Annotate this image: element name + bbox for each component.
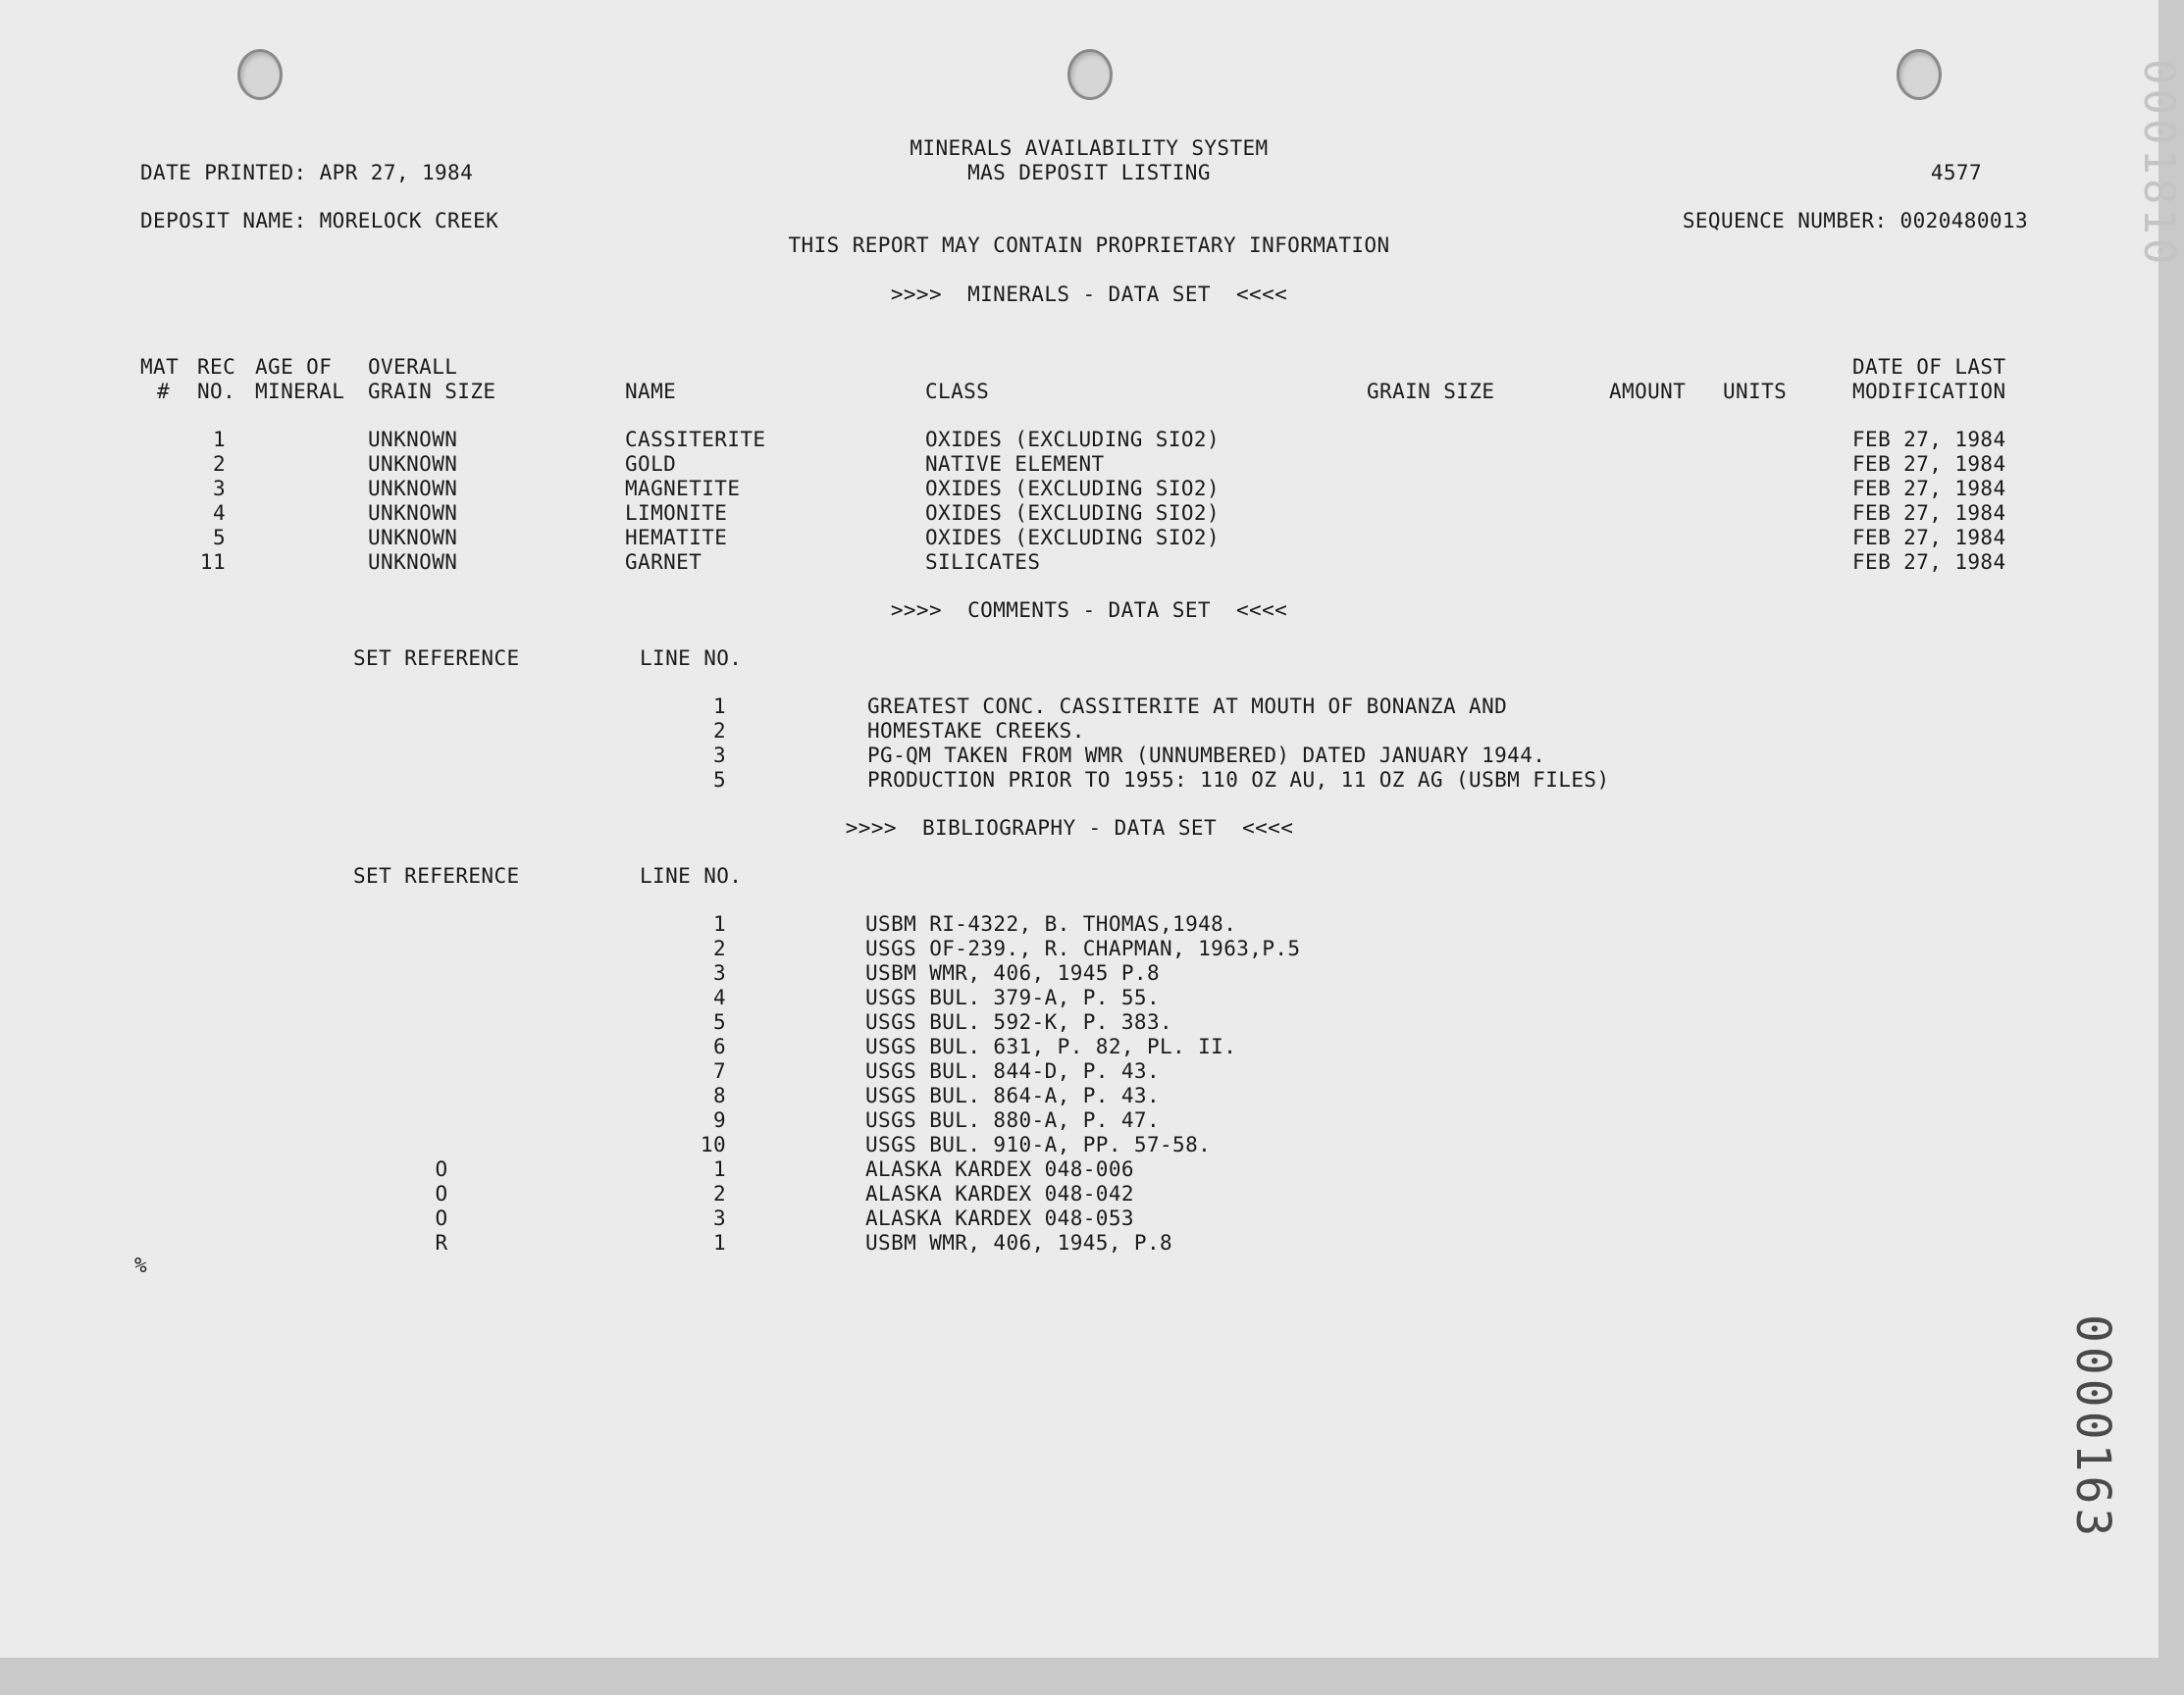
bibliography-header-set-reference: SET REFERENCE <box>353 864 520 888</box>
line-number: 1 <box>712 1231 726 1255</box>
col-header-grain-size: GRAIN SIZE <box>1367 380 1495 403</box>
modification-date: FEB 27, 1984 <box>1852 550 2006 574</box>
col-header-rec: NO. <box>197 380 236 403</box>
modification-date: FEB 27, 1984 <box>1852 501 2006 525</box>
percent-mark: % <box>134 1254 148 1277</box>
line-number: 3 <box>712 744 726 767</box>
overall-grain-size: UNKNOWN <box>368 526 458 549</box>
col-header-date-modified: DATE OF LAST <box>1852 355 2006 379</box>
col-header-name: NAME <box>625 380 677 403</box>
bibliography-header-line-no: LINE NO. <box>640 864 743 888</box>
col-header-class: CLASS <box>925 380 990 403</box>
mineral-name: HEMATITE <box>625 526 728 549</box>
col-header-mat: MAT <box>140 355 180 379</box>
line-number: 1 <box>712 912 726 936</box>
line-number: 6 <box>712 1035 726 1058</box>
mineral-class: OXIDES (EXCLUDING SIO2) <box>925 428 1220 451</box>
reference-text: USGS BUL. 880-A, P. 47. <box>865 1108 1160 1132</box>
col-header-overall-grain-size: GRAIN SIZE <box>368 380 496 403</box>
mineral-class: SILICATES <box>925 550 1041 574</box>
rec-number: 4 <box>212 501 226 525</box>
reference-text: ALASKA KARDEX 048-053 <box>865 1207 1134 1230</box>
overall-grain-size: UNKNOWN <box>368 550 458 574</box>
overall-grain-size: UNKNOWN <box>368 452 458 476</box>
line-number: 3 <box>712 1207 726 1230</box>
mineral-name: CASSITERITE <box>625 428 766 451</box>
set-reference-code: O <box>435 1207 448 1230</box>
proprietary-notice: THIS REPORT MAY CONTAIN PROPRIETARY INFORMATION <box>788 233 1390 257</box>
col-header-age: AGE OF <box>255 355 333 379</box>
set-reference-code: R <box>435 1231 448 1255</box>
overall-grain-size: UNKNOWN <box>368 501 458 525</box>
rec-number: 11 <box>199 550 226 574</box>
comments-section-title: >>>> COMMENTS - DATA SET <<<< <box>890 598 1288 622</box>
reference-text: USGS OF-239., R. CHAPMAN, 1963,P.5 <box>865 937 1301 960</box>
mineral-class: OXIDES (EXCLUDING SIO2) <box>925 477 1220 500</box>
rec-number: 5 <box>212 526 226 549</box>
binder-hole-left <box>237 49 283 100</box>
date-printed: DATE PRINTED: APR 27, 1984 <box>140 161 474 184</box>
modification-date: FEB 27, 1984 <box>1852 526 2006 549</box>
binder-hole-center <box>1067 49 1113 100</box>
reference-text: USGS BUL. 844-D, P. 43. <box>865 1059 1160 1083</box>
col-header-units: UNITS <box>1723 380 1788 403</box>
col-header-rec: REC <box>197 355 236 379</box>
rec-number: 2 <box>212 452 226 476</box>
line-number: 4 <box>712 986 726 1009</box>
bibliography-section-title: >>>> BIBLIOGRAPHY - DATA SET <<<< <box>845 816 1294 840</box>
system-title: MINERALS AVAILABILITY SYSTEM <box>910 136 1269 160</box>
comments-header-set-reference: SET REFERENCE <box>353 646 520 670</box>
line-number: 1 <box>712 694 726 718</box>
faint-stamp-number: 0001810 <box>2134 59 2184 269</box>
mineral-class: OXIDES (EXCLUDING SIO2) <box>925 526 1220 549</box>
reference-text: USGS BUL. 379-A, P. 55. <box>865 986 1160 1009</box>
line-number: 5 <box>712 1010 726 1034</box>
comment-text: PRODUCTION PRIOR TO 1955: 110 OZ AU, 11 OZ AG (USBM FILES) <box>867 768 1610 792</box>
reference-text: USGS BUL. 592-K, P. 383. <box>865 1010 1173 1034</box>
reference-text: USBM WMR, 406, 1945 P.8 <box>865 961 1160 985</box>
reference-text: ALASKA KARDEX 048-006 <box>865 1157 1134 1181</box>
reference-text: USGS BUL. 910-A, PP. 57-58. <box>865 1133 1212 1156</box>
mineral-name: LIMONITE <box>625 501 728 525</box>
page-number: 4577 <box>1930 161 1982 184</box>
line-number: 9 <box>712 1108 726 1132</box>
comments-header-line-no: LINE NO. <box>640 646 743 670</box>
col-header-mat: # <box>157 380 171 403</box>
modification-date: FEB 27, 1984 <box>1852 428 2006 451</box>
col-header-amount: AMOUNT <box>1609 380 1687 403</box>
rec-number: 1 <box>212 428 226 451</box>
deposit-name: DEPOSIT NAME: MORELOCK CREEK <box>140 209 499 232</box>
col-header-date-modified: MODIFICATION <box>1852 380 2006 403</box>
listing-title: MAS DEPOSIT LISTING <box>967 161 1211 184</box>
line-number: 10 <box>700 1133 726 1156</box>
binder-hole-right <box>1897 49 1942 100</box>
reference-text: USBM WMR, 406, 1945, P.8 <box>865 1231 1173 1255</box>
mineral-class: NATIVE ELEMENT <box>925 452 1105 476</box>
minerals-section-title: >>>> MINERALS - DATA SET <<<< <box>890 282 1288 306</box>
comment-text: HOMESTAKE CREEKS. <box>867 719 1085 743</box>
reference-text: USBM RI-4322, B. THOMAS,1948. <box>865 912 1237 936</box>
reference-text: USGS BUL. 631, P. 82, PL. II. <box>865 1035 1237 1058</box>
modification-date: FEB 27, 1984 <box>1852 477 2006 500</box>
comment-text: PG-QM TAKEN FROM WMR (UNNUMBERED) DATED JANUARY 1944. <box>867 744 1546 767</box>
line-number: 2 <box>712 937 726 960</box>
line-number: 3 <box>712 961 726 985</box>
line-number: 1 <box>712 1157 726 1181</box>
line-number: 8 <box>712 1084 726 1107</box>
line-number: 5 <box>712 768 726 792</box>
reference-text: ALASKA KARDEX 048-042 <box>865 1182 1134 1206</box>
comment-text: GREATEST CONC. CASSITERITE AT MOUTH OF BONANZA AND <box>867 694 1508 718</box>
mineral-name: MAGNETITE <box>625 477 741 500</box>
rec-number: 3 <box>212 477 226 500</box>
overall-grain-size: UNKNOWN <box>368 477 458 500</box>
line-number: 2 <box>712 1182 726 1206</box>
modification-date: FEB 27, 1984 <box>1852 452 2006 476</box>
reference-text: USGS BUL. 864-A, P. 43. <box>865 1084 1160 1107</box>
col-header-age: MINERAL <box>255 380 345 403</box>
mineral-name: GARNET <box>625 550 702 574</box>
side-stamp-number: 0000163 <box>2065 1314 2120 1541</box>
line-number: 2 <box>712 719 726 743</box>
mineral-class: OXIDES (EXCLUDING SIO2) <box>925 501 1220 525</box>
mineral-name: GOLD <box>625 452 677 476</box>
col-header-overall-grain-size: OVERALL <box>368 355 458 379</box>
line-number: 7 <box>712 1059 726 1083</box>
sequence-number: SEQUENCE NUMBER: 0020480013 <box>1682 209 2028 232</box>
set-reference-code: O <box>435 1157 448 1181</box>
set-reference-code: O <box>435 1182 448 1206</box>
overall-grain-size: UNKNOWN <box>368 428 458 451</box>
